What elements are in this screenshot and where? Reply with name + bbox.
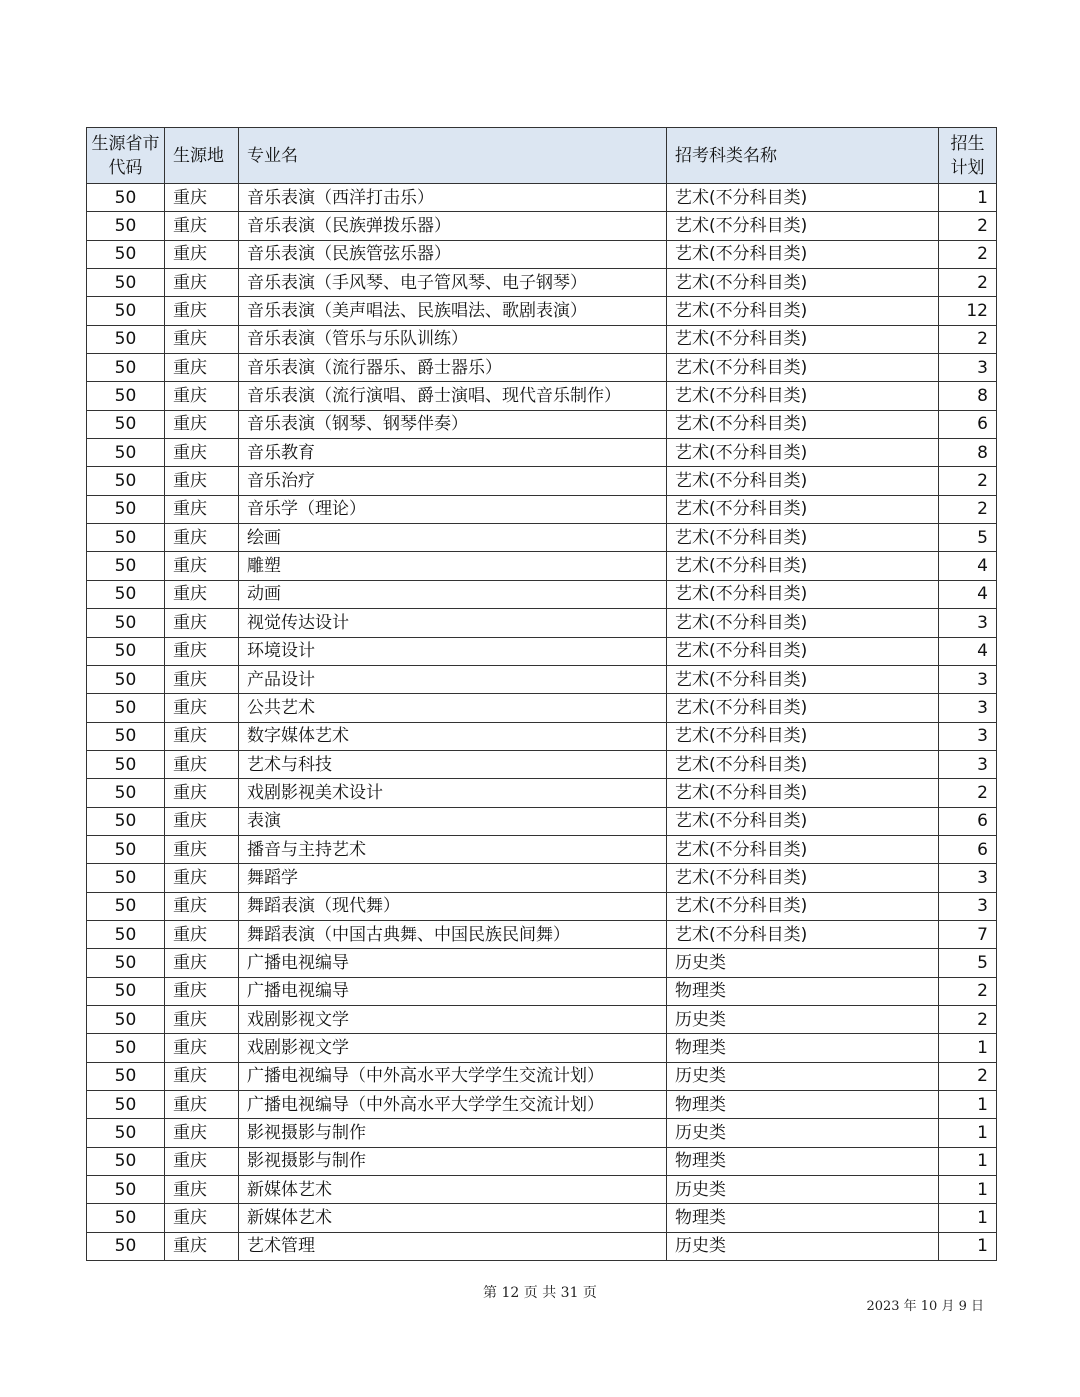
cell-major: 音乐治疗: [239, 467, 667, 495]
cell-category: 艺术(不分科目类): [667, 552, 939, 580]
cell-origin: 重庆: [165, 1034, 239, 1062]
cell-plan: 3: [939, 665, 997, 693]
enrollment-plan-table: [86, 127, 997, 1261]
cell-category: 艺术(不分科目类): [667, 835, 939, 863]
cell-major: 戏剧影视文学: [239, 1005, 667, 1033]
cell-plan: 1: [939, 1204, 997, 1232]
cell-plan: 3: [939, 694, 997, 722]
cell-plan: 2: [939, 977, 997, 1005]
table-row: [87, 779, 997, 807]
cell-major: 视觉传达设计: [239, 609, 667, 637]
cell-major: 公共艺术: [239, 694, 667, 722]
cell-category: 历史类: [667, 1119, 939, 1147]
cell-category: 艺术(不分科目类): [667, 269, 939, 297]
table-header: [87, 128, 997, 184]
table-row: [87, 835, 997, 863]
cell-category: 艺术(不分科目类): [667, 212, 939, 240]
cell-category: 物理类: [667, 1204, 939, 1232]
cell-category: 艺术(不分科目类): [667, 637, 939, 665]
cell-plan: 3: [939, 750, 997, 778]
table-row: [87, 297, 997, 325]
document-date: 2023 年 10 月 9 日: [866, 1299, 984, 1314]
cell-category: 历史类: [667, 1176, 939, 1204]
cell-province-code: 50: [87, 1119, 165, 1147]
cell-province-code: 50: [87, 354, 165, 382]
cell-origin: 重庆: [165, 580, 239, 608]
table-row: [87, 354, 997, 382]
cell-origin: 重庆: [165, 750, 239, 778]
cell-major: 舞蹈表演（中国古典舞、中国民族民间舞）: [239, 920, 667, 948]
cell-plan: 4: [939, 580, 997, 608]
cell-major: 音乐表演（民族管弦乐器）: [239, 240, 667, 268]
table-row: [87, 1204, 997, 1232]
cell-origin: 重庆: [165, 354, 239, 382]
cell-major: 舞蹈表演（现代舞）: [239, 892, 667, 920]
cell-origin: 重庆: [165, 892, 239, 920]
cell-province-code: 50: [87, 439, 165, 467]
cell-origin: 重庆: [165, 722, 239, 750]
cell-major: 绘画: [239, 524, 667, 552]
cell-province-code: 50: [87, 1034, 165, 1062]
cell-category: 历史类: [667, 949, 939, 977]
cell-plan: 3: [939, 354, 997, 382]
cell-province-code: 50: [87, 1232, 165, 1260]
cell-major: 音乐表演（流行器乐、爵士器乐）: [239, 354, 667, 382]
header-province-code: 生源省市代码: [87, 128, 165, 184]
cell-province-code: 50: [87, 1005, 165, 1033]
cell-province-code: 50: [87, 920, 165, 948]
cell-origin: 重庆: [165, 665, 239, 693]
cell-category: 艺术(不分科目类): [667, 382, 939, 410]
cell-origin: 重庆: [165, 807, 239, 835]
cell-plan: 12: [939, 297, 997, 325]
cell-major: 播音与主持艺术: [239, 835, 667, 863]
cell-province-code: 50: [87, 665, 165, 693]
cell-plan: 3: [939, 722, 997, 750]
cell-province-code: 50: [87, 240, 165, 268]
cell-origin: 重庆: [165, 864, 239, 892]
cell-plan: 1: [939, 1176, 997, 1204]
table-row: [87, 552, 997, 580]
cell-plan: 2: [939, 212, 997, 240]
table-row: [87, 892, 997, 920]
table-row: [87, 665, 997, 693]
cell-origin: 重庆: [165, 779, 239, 807]
header-row: [87, 128, 997, 184]
cell-plan: 2: [939, 1005, 997, 1033]
cell-origin: 重庆: [165, 609, 239, 637]
cell-province-code: 50: [87, 410, 165, 438]
cell-origin: 重庆: [165, 495, 239, 523]
cell-major: 艺术与科技: [239, 750, 667, 778]
cell-plan: 2: [939, 325, 997, 353]
cell-province-code: 50: [87, 524, 165, 552]
cell-plan: 4: [939, 637, 997, 665]
cell-category: 艺术(不分科目类): [667, 240, 939, 268]
table-row: [87, 467, 997, 495]
cell-origin: 重庆: [165, 524, 239, 552]
cell-province-code: 50: [87, 1147, 165, 1175]
table-row: [87, 722, 997, 750]
table-row: [87, 269, 997, 297]
cell-major: 新媒体艺术: [239, 1204, 667, 1232]
cell-origin: 重庆: [165, 212, 239, 240]
cell-province-code: 50: [87, 892, 165, 920]
cell-category: 艺术(不分科目类): [667, 722, 939, 750]
cell-province-code: 50: [87, 1062, 165, 1090]
cell-province-code: 50: [87, 325, 165, 353]
cell-plan: 3: [939, 864, 997, 892]
header-category: 招考科类名称: [667, 128, 939, 184]
table-row: [87, 694, 997, 722]
cell-major: 戏剧影视美术设计: [239, 779, 667, 807]
cell-plan: 5: [939, 524, 997, 552]
cell-origin: 重庆: [165, 382, 239, 410]
cell-category: 物理类: [667, 977, 939, 1005]
cell-plan: 2: [939, 269, 997, 297]
cell-plan: 8: [939, 382, 997, 410]
cell-province-code: 50: [87, 552, 165, 580]
cell-origin: 重庆: [165, 1176, 239, 1204]
table-row: [87, 212, 997, 240]
table-row: [87, 382, 997, 410]
cell-major: 影视摄影与制作: [239, 1147, 667, 1175]
table-body: [87, 184, 997, 1261]
cell-origin: 重庆: [165, 184, 239, 212]
cell-province-code: 50: [87, 835, 165, 863]
cell-province-code: 50: [87, 184, 165, 212]
cell-province-code: 50: [87, 637, 165, 665]
cell-category: 历史类: [667, 1062, 939, 1090]
header-plan: 招生计划: [939, 128, 997, 184]
table-row: [87, 524, 997, 552]
cell-plan: 1: [939, 1119, 997, 1147]
cell-origin: 重庆: [165, 1119, 239, 1147]
table-row: [87, 325, 997, 353]
cell-plan: 2: [939, 779, 997, 807]
cell-category: 物理类: [667, 1091, 939, 1119]
cell-origin: 重庆: [165, 1147, 239, 1175]
cell-origin: 重庆: [165, 410, 239, 438]
table-row: [87, 1062, 997, 1090]
header-origin: 生源地: [165, 128, 239, 184]
header-major: 专业名: [239, 128, 667, 184]
cell-province-code: 50: [87, 580, 165, 608]
cell-major: 产品设计: [239, 665, 667, 693]
cell-major: 广播电视编导（中外高水平大学学生交流计划）: [239, 1062, 667, 1090]
cell-category: 艺术(不分科目类): [667, 665, 939, 693]
cell-category: 艺术(不分科目类): [667, 297, 939, 325]
cell-category: 历史类: [667, 1005, 939, 1033]
table-row: [87, 1176, 997, 1204]
cell-category: 艺术(不分科目类): [667, 807, 939, 835]
cell-major: 音乐表演（手风琴、电子管风琴、电子钢琴）: [239, 269, 667, 297]
table-row: [87, 864, 997, 892]
table-row: [87, 750, 997, 778]
cell-plan: 2: [939, 240, 997, 268]
cell-plan: 1: [939, 1091, 997, 1119]
cell-category: 艺术(不分科目类): [667, 580, 939, 608]
cell-plan: 7: [939, 920, 997, 948]
table-row: [87, 949, 997, 977]
table-row: [87, 1005, 997, 1033]
cell-province-code: 50: [87, 1176, 165, 1204]
cell-origin: 重庆: [165, 637, 239, 665]
cell-category: 艺术(不分科目类): [667, 694, 939, 722]
table-row: [87, 439, 997, 467]
cell-province-code: 50: [87, 382, 165, 410]
cell-province-code: 50: [87, 467, 165, 495]
cell-plan: 5: [939, 949, 997, 977]
table-row: [87, 184, 997, 212]
cell-major: 音乐表演（流行演唱、爵士演唱、现代音乐制作）: [239, 382, 667, 410]
cell-plan: 3: [939, 609, 997, 637]
cell-province-code: 50: [87, 212, 165, 240]
cell-major: 音乐表演（西洋打击乐）: [239, 184, 667, 212]
cell-province-code: 50: [87, 750, 165, 778]
table-row: [87, 920, 997, 948]
cell-plan: 2: [939, 1062, 997, 1090]
cell-category: 艺术(不分科目类): [667, 495, 939, 523]
table-row: [87, 977, 997, 1005]
cell-major: 数字媒体艺术: [239, 722, 667, 750]
cell-category: 艺术(不分科目类): [667, 439, 939, 467]
table-row: [87, 580, 997, 608]
cell-province-code: 50: [87, 269, 165, 297]
cell-category: 艺术(不分科目类): [667, 467, 939, 495]
table-row: [87, 240, 997, 268]
cell-major: 广播电视编导: [239, 949, 667, 977]
cell-origin: 重庆: [165, 1204, 239, 1232]
table-row: [87, 495, 997, 523]
cell-category: 艺术(不分科目类): [667, 325, 939, 353]
table-row: [87, 1091, 997, 1119]
cell-province-code: 50: [87, 949, 165, 977]
cell-major: 广播电视编导（中外高水平大学学生交流计划）: [239, 1091, 667, 1119]
cell-origin: 重庆: [165, 920, 239, 948]
table-row: [87, 1147, 997, 1175]
cell-plan: 3: [939, 892, 997, 920]
table-row: [87, 1119, 997, 1147]
cell-province-code: 50: [87, 1091, 165, 1119]
cell-category: 艺术(不分科目类): [667, 920, 939, 948]
cell-origin: 重庆: [165, 439, 239, 467]
cell-province-code: 50: [87, 864, 165, 892]
cell-major: 影视摄影与制作: [239, 1119, 667, 1147]
cell-plan: 6: [939, 410, 997, 438]
cell-province-code: 50: [87, 694, 165, 722]
cell-plan: 1: [939, 184, 997, 212]
cell-category: 艺术(不分科目类): [667, 892, 939, 920]
cell-plan: 1: [939, 1232, 997, 1260]
cell-plan: 6: [939, 807, 997, 835]
cell-plan: 2: [939, 495, 997, 523]
cell-category: 艺术(不分科目类): [667, 354, 939, 382]
cell-major: 音乐表演（民族弹拨乐器）: [239, 212, 667, 240]
table-row: [87, 609, 997, 637]
cell-major: 音乐学（理论）: [239, 495, 667, 523]
cell-province-code: 50: [87, 495, 165, 523]
cell-province-code: 50: [87, 1204, 165, 1232]
cell-category: 艺术(不分科目类): [667, 779, 939, 807]
cell-province-code: 50: [87, 977, 165, 1005]
cell-origin: 重庆: [165, 977, 239, 1005]
cell-category: 物理类: [667, 1147, 939, 1175]
cell-origin: 重庆: [165, 1005, 239, 1033]
cell-plan: 1: [939, 1034, 997, 1062]
cell-plan: 4: [939, 552, 997, 580]
cell-plan: 6: [939, 835, 997, 863]
cell-origin: 重庆: [165, 552, 239, 580]
cell-province-code: 50: [87, 779, 165, 807]
page-number: 第 12 页 共 31 页: [483, 1285, 597, 1301]
cell-plan: 1: [939, 1147, 997, 1175]
cell-province-code: 50: [87, 807, 165, 835]
table-row: [87, 1232, 997, 1260]
cell-major: 舞蹈学: [239, 864, 667, 892]
cell-major: 广播电视编导: [239, 977, 667, 1005]
cell-plan: 2: [939, 467, 997, 495]
cell-origin: 重庆: [165, 949, 239, 977]
cell-origin: 重庆: [165, 240, 239, 268]
cell-origin: 重庆: [165, 1062, 239, 1090]
cell-major: 戏剧影视文学: [239, 1034, 667, 1062]
cell-category: 艺术(不分科目类): [667, 410, 939, 438]
cell-origin: 重庆: [165, 694, 239, 722]
cell-major: 动画: [239, 580, 667, 608]
table-row: [87, 637, 997, 665]
cell-major: 音乐表演（管乐与乐队训练）: [239, 325, 667, 353]
cell-category: 艺术(不分科目类): [667, 609, 939, 637]
cell-major: 表演: [239, 807, 667, 835]
cell-origin: 重庆: [165, 1232, 239, 1260]
cell-origin: 重庆: [165, 297, 239, 325]
cell-major: 雕塑: [239, 552, 667, 580]
cell-major: 音乐教育: [239, 439, 667, 467]
cell-province-code: 50: [87, 297, 165, 325]
cell-origin: 重庆: [165, 325, 239, 353]
cell-category: 艺术(不分科目类): [667, 750, 939, 778]
cell-category: 物理类: [667, 1034, 939, 1062]
cell-origin: 重庆: [165, 467, 239, 495]
cell-major: 环境设计: [239, 637, 667, 665]
cell-category: 艺术(不分科目类): [667, 864, 939, 892]
cell-province-code: 50: [87, 609, 165, 637]
cell-category: 历史类: [667, 1232, 939, 1260]
cell-major: 音乐表演（美声唱法、民族唱法、歌剧表演）: [239, 297, 667, 325]
cell-major: 音乐表演（钢琴、钢琴伴奏）: [239, 410, 667, 438]
cell-category: 艺术(不分科目类): [667, 184, 939, 212]
cell-major: 艺术管理: [239, 1232, 667, 1260]
table-row: [87, 410, 997, 438]
cell-province-code: 50: [87, 722, 165, 750]
cell-origin: 重庆: [165, 1091, 239, 1119]
table-row: [87, 1034, 997, 1062]
cell-major: 新媒体艺术: [239, 1176, 667, 1204]
cell-origin: 重庆: [165, 835, 239, 863]
cell-origin: 重庆: [165, 269, 239, 297]
cell-category: 艺术(不分科目类): [667, 524, 939, 552]
cell-plan: 8: [939, 439, 997, 467]
table-row: [87, 807, 997, 835]
